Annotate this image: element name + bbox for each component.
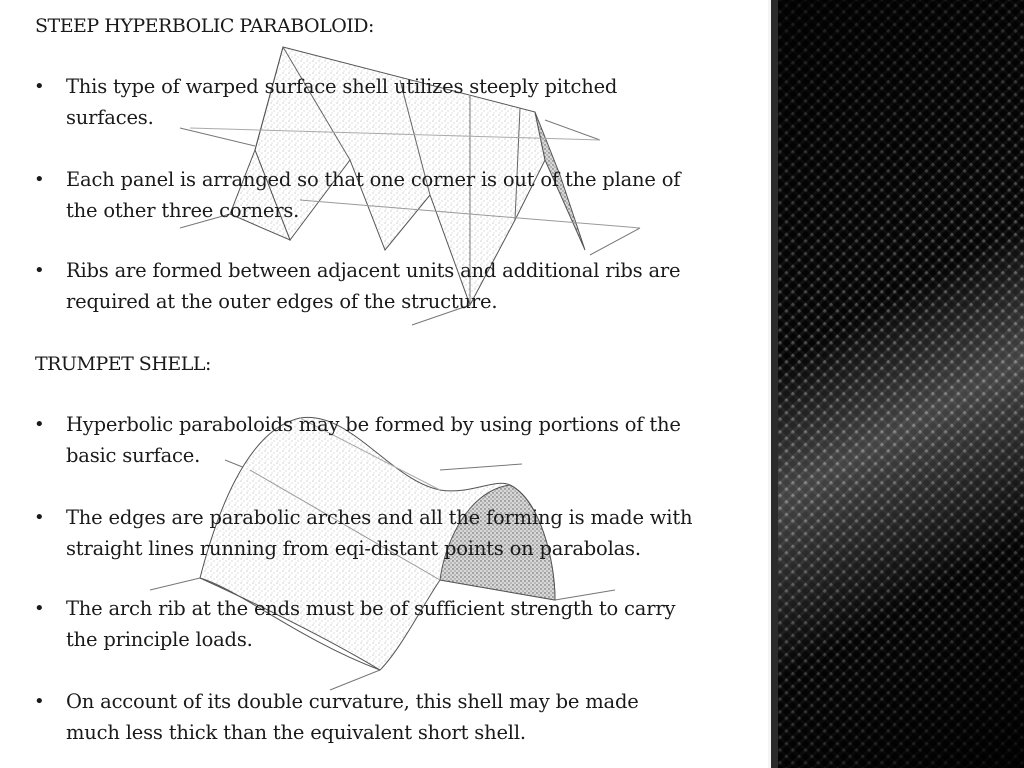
bullet-line: straight lines running from eqi-distant points on parabolas.: [66, 536, 641, 560]
bullet-line: On account of its double curvature, this shell may be made: [66, 690, 639, 713]
bullet-line: This type of warped surface shell utilizes steeply pitched: [66, 75, 618, 98]
panel-divider-dark: [771, 0, 778, 768]
bullet-line: surfaces.: [66, 105, 154, 129]
bullet-line: Each panel is arranged so that one corner is out of the plane of: [66, 168, 681, 191]
bullet-line: The edges are parabolic arches and all the forming is made with: [66, 506, 693, 529]
heading-steep-hyperbolic-paraboloid: STEEP HYPERBOLIC PARABOLOID:: [35, 15, 374, 37]
bullet-dot: •: [34, 76, 45, 97]
carbon-fiber-decor-panel: [778, 0, 1024, 768]
bullet-dot: •: [34, 507, 45, 528]
heading-trumpet-shell: TRUMPET SHELL:: [35, 353, 211, 375]
bullet-line: the other three corners.: [66, 198, 300, 222]
bullet-line: basic surface.: [66, 443, 201, 467]
bullet-line: required at the outer edges of the structure.: [66, 289, 498, 313]
bullet-line: The arch rib at the ends must be of sufficient strength to carry: [66, 597, 676, 620]
bullet-dot: •: [34, 598, 45, 619]
bullet-line: Ribs are formed between adjacent units and additional ribs are: [66, 259, 681, 282]
bullet-dot: •: [34, 691, 45, 712]
bullet-line: much less thick than the equivalent short shell.: [66, 720, 526, 744]
bullet-line: Hyperbolic paraboloids may be formed by using portions of the: [66, 413, 681, 436]
bullet-line: the principle loads.: [66, 627, 253, 651]
bullet-dot: •: [34, 414, 45, 435]
bullet-dot: •: [34, 260, 45, 281]
bullet-dot: •: [34, 169, 45, 190]
